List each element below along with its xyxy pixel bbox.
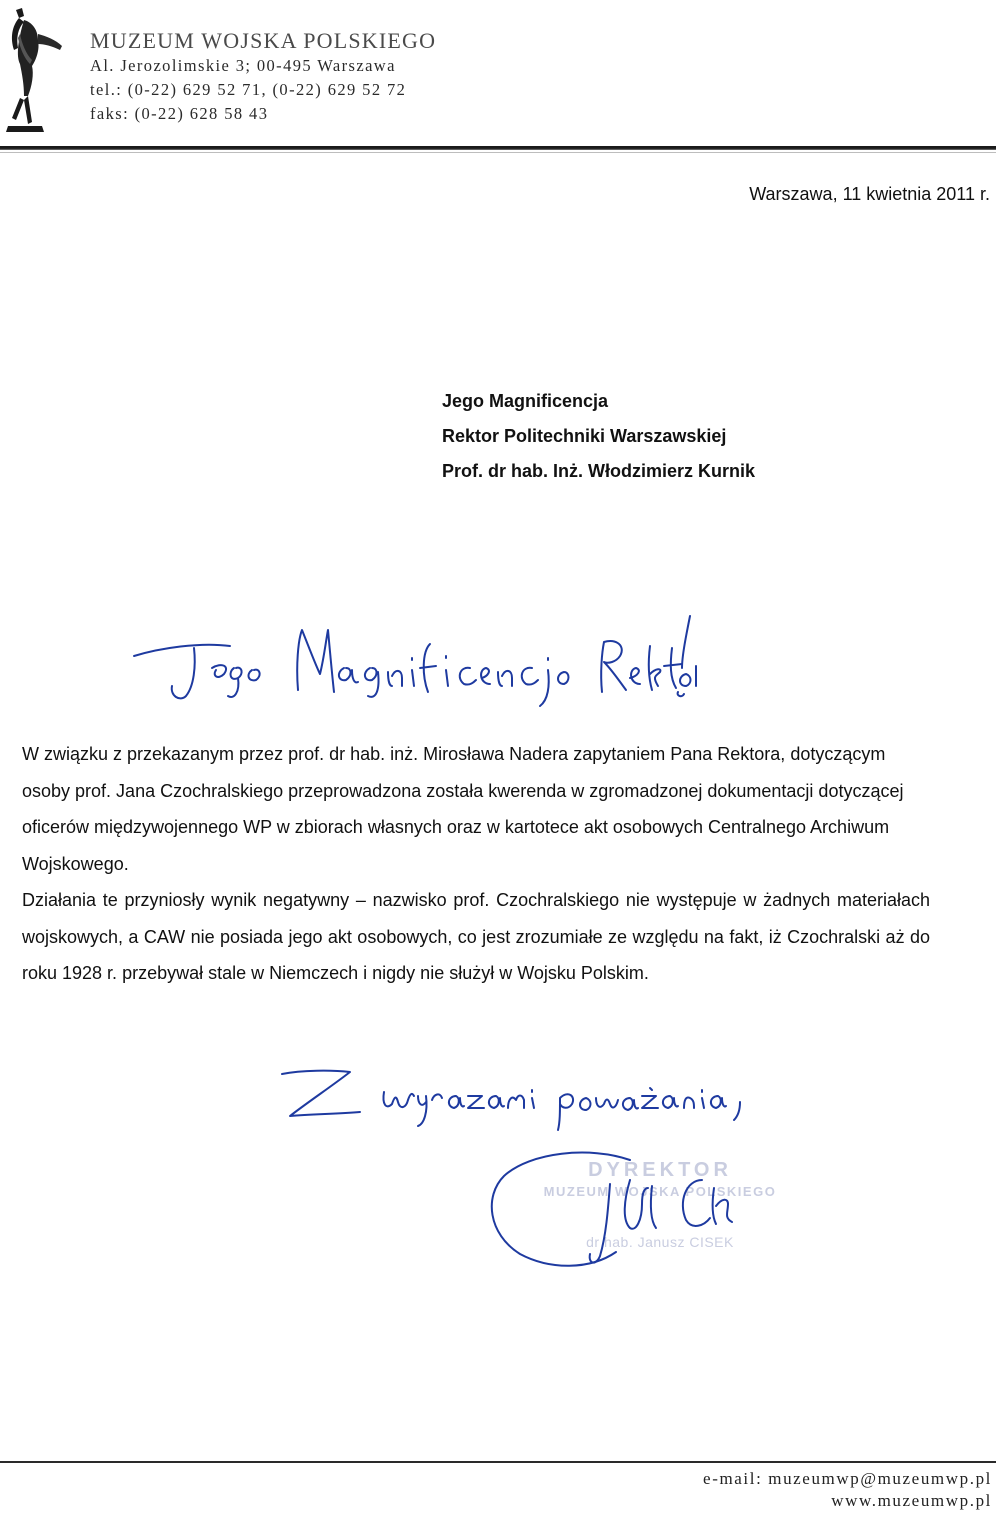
organization-fax: faks: (0-22) 628 58 43 [90, 104, 269, 123]
signature-icon [480, 1140, 760, 1280]
addressee-line: Rektor Politechniki Warszawskiej [442, 426, 727, 446]
footer-website: www.muzeumwp.pl [831, 1491, 992, 1510]
footer-email: e-mail: muzeumwp@muzeumwp.pl [703, 1469, 992, 1488]
letter-date: Warszawa, 11 kwietnia 2011 r. [749, 184, 990, 204]
organization-phone: tel.: (0-22) 629 52 71, (0-22) 629 52 72 [90, 80, 407, 99]
organization-address: Al. Jerozolimskie 3; 00-495 Warszawa [90, 56, 396, 75]
body-paragraph: W związku z przekazanym przez prof. dr hab. inż. Mirosława Nadera zapytaniem Pana Rektora, dotyczącym osoby prof. Jana Czochralskiego przeprowadzona została kwerenda w zgromadzonej dokumentacji dotyczącej oficerów międzywojennego WP w zbiorach własnych oraz w kartotece akt osobowych Centralnego Archiwum Wojskowego. [22, 744, 904, 874]
stamp-organization: MUZEUM WOJSKA POLSKIEGO [543, 1184, 777, 1199]
letter-body [22, 736, 930, 992]
letterhead [90, 28, 436, 126]
addressee-block [442, 384, 755, 489]
stamp-title: DYREKTOR [588, 1159, 732, 1181]
organization-name: MUZEUM WOJSKA POLSKIEGO [90, 28, 437, 53]
stamp-person: dr hab. Janusz CISEK [586, 1234, 734, 1250]
handwritten-salutation [130, 596, 700, 716]
header-divider [0, 146, 996, 150]
handwritten-closing [272, 1060, 752, 1140]
body-paragraph: Działania te przyniosły wynik negatywny – nazwisko prof. Czochralskiego nie występuje w żadnych materiałach wojskowych, a CAW nie posiada jego akt osobowych, co jest zrozumiałe ze względu na fakt, iż Czochralski aż do roku 1928 r. przebywał stale w Niemczech i nigdy nie służył w Wojsku Polskim. [22, 890, 930, 983]
header-divider-thin [0, 152, 996, 153]
addressee-line: Prof. dr hab. Inż. Włodzimierz Kurnik [442, 461, 756, 481]
footer [703, 1468, 992, 1512]
footer-divider [0, 1461, 996, 1463]
addressee-line: Jego Magnificencja [442, 391, 609, 411]
museum-logo-icon [2, 4, 66, 140]
